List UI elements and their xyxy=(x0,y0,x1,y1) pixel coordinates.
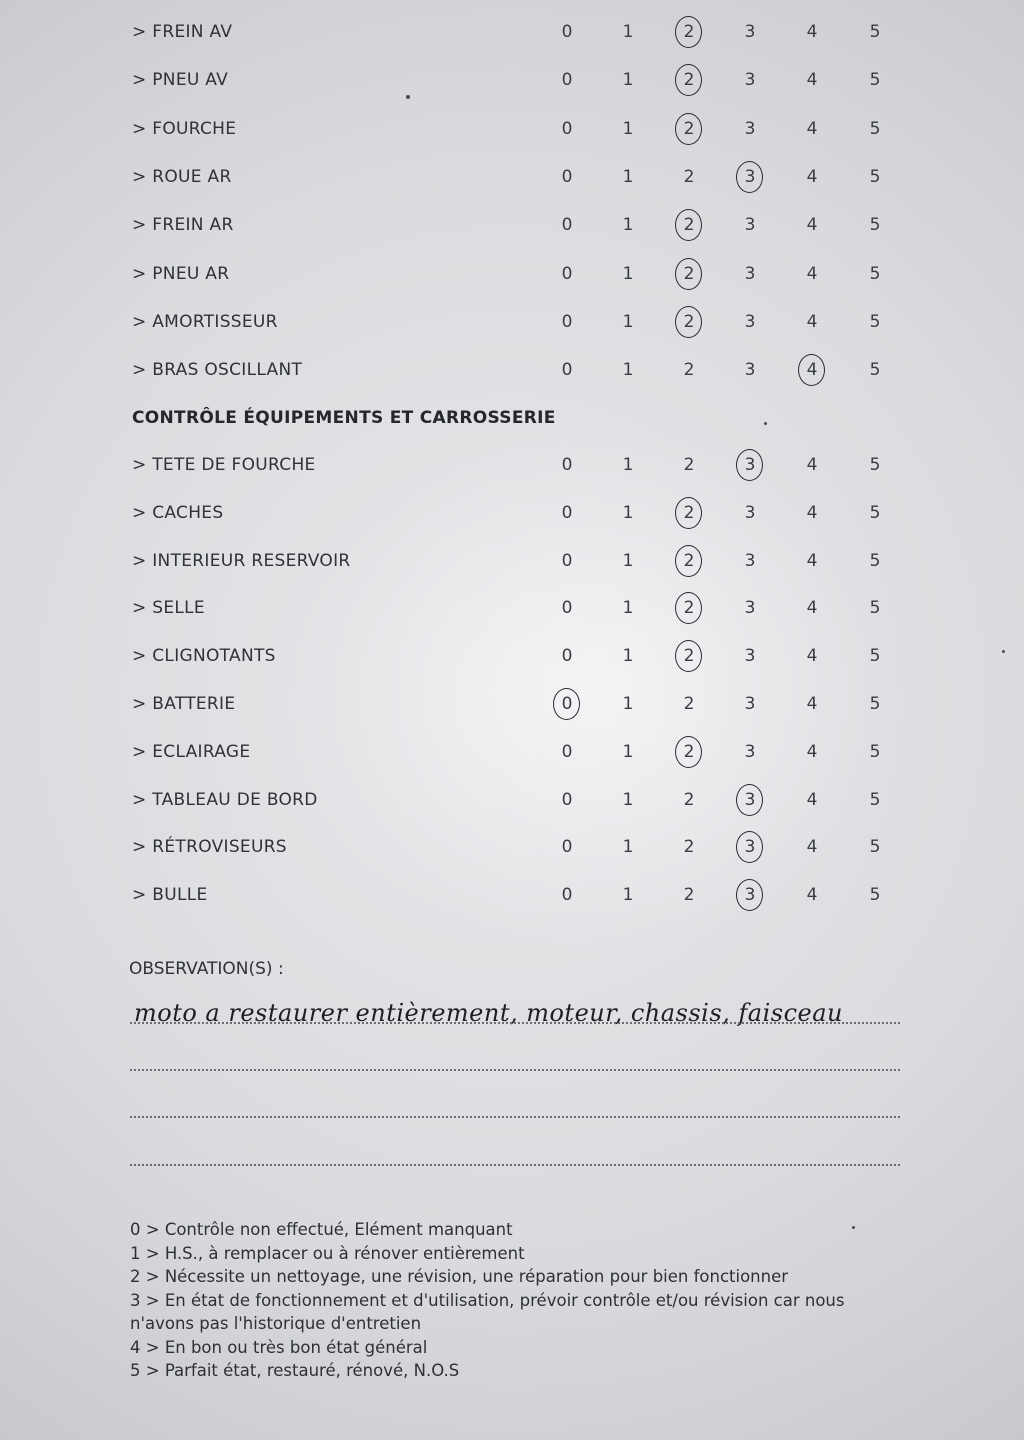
score-5[interactable]: 5 xyxy=(869,741,881,762)
score-3[interactable]: 3 xyxy=(744,360,756,381)
score-4[interactable]: 4 xyxy=(806,22,818,42)
score-1[interactable]: 1 xyxy=(622,837,634,858)
checklist-row xyxy=(0,210,1024,240)
score-4[interactable]: 4 xyxy=(806,263,818,284)
observation-line-2 xyxy=(130,1069,900,1071)
score-2[interactable]: 2 xyxy=(683,789,695,810)
score-3[interactable]: 3 xyxy=(744,118,756,139)
score-circled-2[interactable]: 2 xyxy=(674,593,704,623)
score-0[interactable]: 0 xyxy=(561,263,573,284)
score-circled-3[interactable]: 3 xyxy=(735,450,765,480)
score-1[interactable]: 1 xyxy=(622,215,634,236)
score-circled-2[interactable]: 2 xyxy=(674,210,704,240)
score-circled-2[interactable]: 2 xyxy=(674,498,704,528)
score-0[interactable]: 0 xyxy=(561,550,573,571)
legend xyxy=(130,1218,900,1383)
score-1[interactable]: 1 xyxy=(622,360,634,381)
score-4[interactable]: 4 xyxy=(806,311,818,332)
score-0[interactable]: 0 xyxy=(561,598,573,619)
score-5[interactable]: 5 xyxy=(869,455,881,475)
score-circled-2[interactable]: 2 xyxy=(674,259,704,289)
score-2[interactable]: 2 xyxy=(683,885,695,906)
paper-speck xyxy=(764,422,767,425)
score-5[interactable]: 5 xyxy=(869,215,881,236)
score-2[interactable]: 2 xyxy=(683,455,695,475)
score-3[interactable]: 3 xyxy=(744,311,756,332)
score-0[interactable]: 0 xyxy=(561,360,573,381)
checklist-row xyxy=(0,593,1024,623)
legend-line-1: 1 > H.S., à remplacer ou à rénover entièrement xyxy=(130,1243,525,1263)
score-3[interactable]: 3 xyxy=(744,694,756,714)
score-circled-3[interactable]: 3 xyxy=(735,785,765,815)
score-circled-3[interactable]: 3 xyxy=(735,880,765,910)
legend-line-2: 2 > Nécessite un nettoyage, une révision, une réparation pour bien fonctionner xyxy=(130,1267,789,1286)
score-1[interactable]: 1 xyxy=(622,885,634,906)
checklist-row xyxy=(0,307,1024,337)
score-4[interactable]: 4 xyxy=(806,118,818,139)
score-3[interactable]: 3 xyxy=(744,70,756,91)
checklist-row xyxy=(0,450,1024,480)
score-0[interactable]: 0 xyxy=(561,311,573,332)
score-2[interactable]: 2 xyxy=(683,837,695,858)
score-4[interactable]: 4 xyxy=(806,741,818,762)
score-0[interactable]: 0 xyxy=(561,22,573,42)
score-circled-0[interactable]: 0 xyxy=(552,689,582,719)
score-circled-4[interactable]: 4 xyxy=(797,355,827,385)
score-1[interactable]: 1 xyxy=(622,694,634,714)
score-0[interactable]: 0 xyxy=(561,646,573,667)
score-4[interactable]: 4 xyxy=(806,789,818,810)
checklist-row xyxy=(0,114,1024,144)
score-1[interactable]: 1 xyxy=(622,502,634,523)
score-5[interactable]: 5 xyxy=(869,646,881,667)
score-3[interactable]: 3 xyxy=(744,215,756,236)
score-4[interactable]: 4 xyxy=(806,166,818,187)
score-circled-3[interactable]: 3 xyxy=(735,832,765,862)
score-4[interactable]: 4 xyxy=(806,215,818,236)
score-circled-3[interactable]: 3 xyxy=(735,162,765,192)
legend-line-3: 3 > En état de fonctionnement et d'utilisation, prévoir contrôle et/ou révision car nous n'avons pas l'historique d'entretien xyxy=(130,1290,845,1333)
observation-line-3 xyxy=(130,1116,900,1118)
section-title: CONTRÔLE ÉQUIPEMENTS ET CARROSSERIE xyxy=(132,408,556,428)
score-0[interactable]: 0 xyxy=(561,455,573,475)
score-circled-2[interactable]: 2 xyxy=(674,641,704,671)
legend-line-4: 4 > En bon ou très bon état général xyxy=(130,1337,428,1357)
checklist-item-label: > RÉTROVISEURS xyxy=(132,837,287,858)
score-5[interactable]: 5 xyxy=(869,550,881,571)
checklist-item-label: > PNEU AR xyxy=(132,263,230,284)
legend-line-0: 0 > Contrôle non effectué, Elément manquant xyxy=(130,1220,513,1239)
checklist-row xyxy=(0,162,1024,192)
score-4[interactable]: 4 xyxy=(806,694,818,714)
score-circled-2[interactable]: 2 xyxy=(674,307,704,337)
observations-label: OBSERVATION(S) : xyxy=(129,959,284,979)
score-4[interactable]: 4 xyxy=(806,70,818,91)
score-3[interactable]: 3 xyxy=(744,646,756,667)
checklist-row xyxy=(0,737,1024,767)
paper-speck xyxy=(852,1226,855,1229)
score-2[interactable]: 2 xyxy=(683,166,695,187)
score-2[interactable]: 2 xyxy=(683,360,695,381)
score-5[interactable]: 5 xyxy=(869,263,881,284)
score-1[interactable]: 1 xyxy=(622,263,634,284)
score-4[interactable]: 4 xyxy=(806,837,818,858)
checklist-row xyxy=(0,641,1024,671)
checklist-row xyxy=(0,689,1024,719)
score-1[interactable]: 1 xyxy=(622,311,634,332)
score-circled-2[interactable]: 2 xyxy=(674,737,704,767)
legend-line-5: 5 > Parfait état, restauré, rénové, N.O.S xyxy=(130,1361,460,1380)
score-4[interactable]: 4 xyxy=(806,502,818,523)
score-0[interactable]: 0 xyxy=(561,215,573,236)
score-3[interactable]: 3 xyxy=(744,502,756,523)
score-circled-2[interactable]: 2 xyxy=(674,546,704,576)
score-1[interactable]: 1 xyxy=(622,646,634,667)
score-4[interactable]: 4 xyxy=(806,646,818,667)
checklist-row xyxy=(0,65,1024,95)
score-0[interactable]: 0 xyxy=(561,837,573,858)
score-1[interactable]: 1 xyxy=(622,22,634,42)
score-2[interactable]: 2 xyxy=(683,694,695,714)
score-5[interactable]: 5 xyxy=(869,694,881,714)
checklist-row xyxy=(0,259,1024,289)
checklist-item-label: > FREIN AR xyxy=(132,215,234,236)
score-circled-2[interactable]: 2 xyxy=(674,114,704,144)
checklist-row xyxy=(0,17,1024,47)
score-circled-2[interactable]: 2 xyxy=(674,17,704,47)
score-1[interactable]: 1 xyxy=(622,741,634,762)
score-0[interactable]: 0 xyxy=(561,166,573,187)
score-0[interactable]: 0 xyxy=(561,741,573,762)
score-5[interactable]: 5 xyxy=(869,166,881,187)
score-5[interactable]: 5 xyxy=(869,70,881,91)
checklist-item-label: > ECLAIRAGE xyxy=(132,741,251,762)
checklist-item-label: > INTERIEUR RESERVOIR xyxy=(132,550,351,571)
score-0[interactable]: 0 xyxy=(561,70,573,91)
checklist-item-label: > SELLE xyxy=(132,598,205,619)
score-1[interactable]: 1 xyxy=(622,598,634,619)
score-1[interactable]: 1 xyxy=(622,789,634,810)
score-1[interactable]: 1 xyxy=(622,118,634,139)
checklist-item-label: > TABLEAU DE BORD xyxy=(132,789,318,810)
score-5[interactable]: 5 xyxy=(869,837,881,858)
checklist-row xyxy=(0,546,1024,576)
score-3[interactable]: 3 xyxy=(744,598,756,619)
score-3[interactable]: 3 xyxy=(744,741,756,762)
checklist-item-label: > ROUE AR xyxy=(132,166,232,187)
score-5[interactable]: 5 xyxy=(869,789,881,810)
checklist-item-label: > BULLE xyxy=(132,885,208,906)
score-3[interactable]: 3 xyxy=(744,263,756,284)
score-5[interactable]: 5 xyxy=(869,502,881,523)
checklist-row xyxy=(0,498,1024,528)
checklist-item-label: > FOURCHE xyxy=(132,118,237,139)
score-5[interactable]: 5 xyxy=(869,885,881,906)
observation-line-4 xyxy=(130,1164,900,1166)
score-1[interactable]: 1 xyxy=(622,166,634,187)
paper-speck xyxy=(406,95,410,99)
observations-handwritten-text: moto a restaurer entièrement, moteur, chassis, faisceau xyxy=(134,999,844,1027)
score-1[interactable]: 1 xyxy=(622,455,634,475)
checklist-item-label: > CACHES xyxy=(132,502,224,523)
checklist-row xyxy=(0,785,1024,815)
score-4[interactable]: 4 xyxy=(806,598,818,619)
score-5[interactable]: 5 xyxy=(869,118,881,139)
score-4[interactable]: 4 xyxy=(806,455,818,475)
score-0[interactable]: 0 xyxy=(561,885,573,906)
paper-speck xyxy=(1002,650,1005,653)
checklist-row xyxy=(0,880,1024,910)
score-5[interactable]: 5 xyxy=(869,311,881,332)
score-0[interactable]: 0 xyxy=(561,789,573,810)
score-0[interactable]: 0 xyxy=(561,502,573,523)
score-5[interactable]: 5 xyxy=(869,598,881,619)
checklist-item-label: > BATTERIE xyxy=(132,694,236,714)
score-4[interactable]: 4 xyxy=(806,885,818,906)
score-5[interactable]: 5 xyxy=(869,360,881,381)
score-1[interactable]: 1 xyxy=(622,70,634,91)
checklist-item-label: > PNEU AV xyxy=(132,70,229,91)
score-3[interactable]: 3 xyxy=(744,22,756,42)
score-4[interactable]: 4 xyxy=(806,550,818,571)
checklist-item-label: > BRAS OSCILLANT xyxy=(132,360,303,381)
score-5[interactable]: 5 xyxy=(869,22,881,42)
checklist-item-label: > CLIGNOTANTS xyxy=(132,646,276,667)
checklist-row xyxy=(0,355,1024,385)
checklist-item-label: > FREIN AV xyxy=(132,22,233,42)
score-1[interactable]: 1 xyxy=(622,550,634,571)
score-3[interactable]: 3 xyxy=(744,550,756,571)
score-0[interactable]: 0 xyxy=(561,118,573,139)
checklist-item-label: > AMORTISSEUR xyxy=(132,311,278,332)
checklist-item-label: > TETE DE FOURCHE xyxy=(132,455,316,475)
score-circled-2[interactable]: 2 xyxy=(674,65,704,95)
observation-line-1 xyxy=(130,1022,900,1024)
checklist-row xyxy=(0,832,1024,862)
